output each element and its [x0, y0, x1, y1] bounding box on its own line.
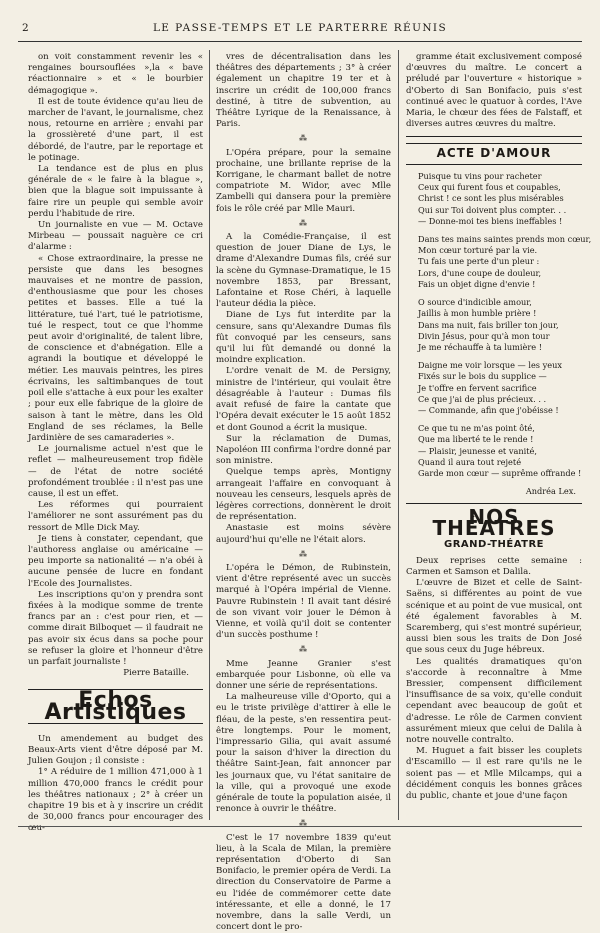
column-2	[216, 52, 391, 933]
paragraph: La malheureuse ville d'Oporto, qui a eu le triste privilège d'attirer à elle le fléau, de la peste, s'en ressentira peut-être longtemps. Pour le moment, l'impressario Gilia, qui avait assumé pour la saison d'hiver la direction du théâtre Saint-Jean, fait annoncer par les journaux que, vu l'état sanitaire de la ville, qui a provoqué une exode générale de toute la population aisée, il renonce à ouvrir le théâtre.	[216, 692, 391, 815]
paragraph: Je tiens à constater, cependant, que l'authoress anglaise ou américaine — peu importe sa nationalité — n'a obéi à aucune pensée de lucre en fondant l'Ecole des Journalistes.	[28, 533, 203, 589]
paragraph: A la Comédie-Française, il est question de jouer Diane de Lys, le drame d'Alexandre Dumas fils, créé sur la scène du Gymnase-Dramatique, le 15 novembre 1853, par Bressant, Lafontaine et Rose Chéri, à laquelle l'auteur dédia la pièce.	[216, 232, 391, 310]
paragraph: La tendance est de plus en plus générale de « le faire à la blague », bien que la blague soit impuissante à faire rire un peuple qui semble avoir perdu l'habitude de rire.	[28, 164, 203, 219]
poem	[406, 170, 592, 480]
poem-stanza	[418, 297, 582, 354]
paragraph: Deux reprises cette semaine : Carmen et Samson et Dalila.	[406, 555, 582, 577]
paragraph: Il est de toute évidence qu'au lieu de marcher de l'avant, le journalisme, chez nous, retourne en arrière ; envahi par la grossièreté d'une part, il est débordé, de l'autre, par le reportage et le potinage.	[28, 96, 203, 163]
poem-line: Je me réchauffe à ta lumière !	[418, 342, 543, 353]
stars-separator: ⁂	[299, 549, 308, 559]
poem-line: — Plaisir, jeunesse et vanité,	[418, 445, 537, 456]
paragraph: Les réformes qui pourraient l'améliorer ne sont assurément pas du ressort de Mlle Dick May.	[28, 500, 203, 533]
stars-separator: ⁂	[299, 218, 308, 228]
paragraph: L'œuvre de Bizet et celle de Saint-Saëns, si différentes au point de vue scénique et au point de vue musical, ont été également favorables à M. Scaremberg, qui s'est montré supérieur, aussi bien sous les traits de Don José que sous ceux du Juge hébreux.	[406, 578, 582, 656]
poem-line: Dans tes mains saintes prends mon cœur,	[418, 233, 592, 244]
poem-line: Garde mon cœur — suprême offrande !	[418, 468, 582, 479]
paragraph: C'est le 17 novembre 1839 qu'eut lieu, à la Scala de Milan, la première représentation d'Oberto di San Bonifacio, le premier opéra de Verdi. La direction du Conservatoire de Parme a eu l'idée de commémorer cette date intéressante, et elle a donné, le 17 novembre, dans la salle Verdi, un concert dont le pro-	[216, 832, 391, 933]
poem-line: O source d'indicible amour,	[418, 296, 532, 307]
paragraph: M. Huguet a fait bisser les couplets d'Escamillo — il est rare qu'ils ne le soient pas — et Mlle Milcamps, qui a décidément conquis les bonnes grâces du public, chante et joue d'une façon	[406, 746, 582, 802]
poem-line: Fais un objet digne d'envie !	[418, 279, 536, 290]
poem-line: Que ma liberté te le rende !	[418, 434, 534, 445]
poem-line: Tu fais une perte d'un pleur :	[418, 256, 540, 267]
poem-line: Christ ! ce sont les plus misérables	[418, 193, 564, 204]
poem-line: Quand il aura tout rejeté	[418, 456, 522, 467]
echos-final-paragraph: gramme était exclusivement composé d'œuvres du maître. Le concert a préludé par l'ouverture « historique » d'Oberto di San Bonifacio, puis s'est continué avec le quatuor à cordes, l'Ave Maria, le chœur des fées de Falstaff, et diverses autres œuvres du maître.	[406, 52, 582, 130]
paragraph: Anastasie est moins sévère aujourd'hui qu'elle ne l'était alors.	[216, 523, 391, 545]
column-1	[28, 52, 203, 834]
poem-line: Lors, d'une coupe de douleur,	[418, 267, 542, 278]
page-number: 2	[22, 22, 31, 34]
section-title-echos: Echos Artistiques	[28, 689, 203, 723]
stars-separator: ⁂	[299, 134, 308, 144]
poem-line: — Donne-moi tes biens ineffables !	[418, 216, 563, 227]
poem-stanza	[418, 360, 582, 417]
subhead-grand-theatre: GRAND-THÉATRE	[443, 538, 545, 550]
paragraph: Le journalisme actuel n'est que le reflet — malheureusement trop fidèle — de l'état de notre société profondément troublée : il n'est pas une cause, il est un effet.	[28, 444, 203, 499]
poem-line: Ce que j'ai de plus précieux. . .	[418, 393, 547, 404]
header-rule	[18, 41, 582, 42]
paragraph: Les inscriptions qu'on y prendra sont fixées à la modique somme de trente francs par an : c'est pour rien, et — comme dirait Bilboquet — il faudrait ne pas avoir six écus dans sa poche pour se refuser la gloire et l'honneur d'être un parfait journaliste !	[28, 589, 203, 667]
stars-separator: ⁂	[299, 645, 308, 655]
poem-line: Puisque tu vins pour racheter	[418, 170, 542, 181]
poem-line: Ce que tu ne m'as point ôté,	[418, 422, 535, 433]
poem-line: Ceux qui furent fous et coupables,	[418, 182, 561, 193]
paragraph: 1° A réduire de 1 million 471,000 à 1 million 470,000 francs le crédit pour les théâtres nationaux ; 2° à créer un chapitre 19 bis et à y inscrire un crédit de 30,000 francs pour encourager des œu-	[28, 767, 203, 834]
paragraph: Quelque temps après, Montigny arrangeait l'affaire en convoquant à nouveau les censeurs, lesquels après de légères corrections, donnèrent le droit de représentation.	[216, 467, 391, 523]
poem-line: Je t'offre en fervent sacrifice	[418, 382, 537, 393]
poem-line: Mon cœur torturé par la vie.	[418, 245, 538, 256]
poem-line: Jaillis à mon humble prière !	[418, 308, 537, 319]
poem-line: — Commande, afin que j'obéisse !	[418, 405, 559, 416]
paragraph: Mme Jeanne Granier s'est embarquée pour Lisbonne, où elle va donner une série de représentations.	[216, 658, 391, 691]
paragraph: Diane de Lys fut interdite par la censure, sans qu'Alexandre Dumas fils fût convoqué par les censeurs, sans qu'il lui fût demandé ou donné la moindre explication.	[216, 310, 391, 366]
poem-line: Divin Jésus, pour qu'à mon tour	[418, 330, 550, 341]
column-divider	[209, 50, 210, 820]
echos-items	[216, 133, 391, 933]
paragraph: Un amendement au budget des Beaux-Arts vient d'être déposé par M. Julien Goujon ; il consiste :	[28, 733, 203, 767]
echos-text	[28, 734, 203, 835]
echos-continued	[216, 52, 391, 130]
paragraph: L'Opéra prépare, pour la semaine prochaine, une brillante reprise de la Korrigane, le charmant ballet de notre compatriote M. Widor, avec Mlle Zambelli qui dansera pour la première fois le rôle créé par Mlle Mauri.	[216, 147, 391, 214]
page-header	[18, 22, 582, 38]
poem-stanza	[418, 171, 582, 228]
column-divider	[398, 50, 399, 820]
paragraph: vres de décentralisation dans les théâtres des départements ; 3° à créer également un chapitre 19 ter et à inscrire un crédit de 100,000 francs destiné, à titre de subvention, au Théâtre Lyrique de la Renaissance, à Paris.	[216, 52, 391, 130]
publication-title: LE PASSE-TEMPS ET LE PARTERRE RÉUNIS	[152, 22, 448, 34]
paragraph: L'opéra le Démon, de Rubinstein, vient d'être représenté avec un succès marqué à l'Opéra impérial de Vienne. Pauvre Rubinstein ! Il avait tant désiré de son vivant voir jouer le Démon à Vienne, et voilà qu'il doit se contenter d'un succès posthume !	[216, 562, 391, 641]
theatre-review	[406, 556, 582, 802]
column-3	[406, 52, 592, 822]
paragraph: Sur la réclamation de Dumas, Napoléon III confirma l'ordre donné par son ministre.	[216, 433, 391, 467]
poem-author: Andréa Lex.	[525, 485, 576, 496]
paragraph: on voit constamment revenir les « rengaines boursouflées »,la « bave réactionnaire » et « le bourbier démagogique ».	[28, 52, 203, 96]
poem-line: Fixés sur le bois du supplice —	[418, 371, 547, 382]
article-signature: Pierre Bataille.	[123, 668, 189, 679]
section-rule	[406, 503, 582, 504]
article-journalism	[28, 52, 203, 668]
poem-line: Qui sur Toi doivent plus compter. . .	[418, 204, 567, 215]
paragraph: L'ordre venait de M. de Persigny, ministre de l'intérieur, qui voulait être désagréable à l'auteur : Dumas fils avait refusé de faire la cantate que l'Opéra devait exécuter le 15 août 1852 et dont Gounod a écrit la musique.	[216, 366, 391, 433]
poem-title: ACTE D'AMOUR	[406, 143, 582, 164]
poem-stanza	[418, 423, 582, 480]
footer-rule	[18, 826, 582, 827]
poem-line: Daigne me voir lorsque — les yeux	[418, 359, 562, 370]
paragraph: Un journaliste en vue — M. Octave Mirbeau — poussait naguère ce cri d'alarme :	[28, 220, 203, 253]
poem-line: Dans ma nuit, fais briller ton jour,	[418, 319, 559, 330]
stars-separator: ⁂	[299, 819, 308, 829]
paragraph: Les qualités dramatiques qu'on s'accorde à reconnaître à Mme Bressier, compensent difficilement l'insuffisance de sa voix, qu'elle conduit cependant avec beaucoup de goût et d'adresse. Le rôle de Carmen convient assurément mieux que celui de Dalila à notre nouvelle contralto.	[406, 656, 582, 746]
section-title-theatres: NOS THÉATRES	[432, 505, 556, 541]
poem-stanza	[418, 233, 592, 291]
paragraph: « Chose extraordinaire, la presse ne persiste que dans les besognes mauvaises et ne montre de passion, d'enthousiasme que pour les choses petites et basses. Elle a tué la littérature, tué l'art, tué le patriotisme, tué le respect, tout ce que l'homme peut avoir d'originalité, de talent libre, de conscience et d'abnégation. Elle a agrandi la boutique et développé le métier. Les mauvais peintres, les pires écrivains, les saltimbanques de tout poil elle s'attache à eux pour les exalter ; pour eux elle fabrique de la gloire de saison à tant le mètre, dans les Old England de ses réclames, la Belle Jardinière de ses camaraderies ».	[28, 253, 203, 443]
